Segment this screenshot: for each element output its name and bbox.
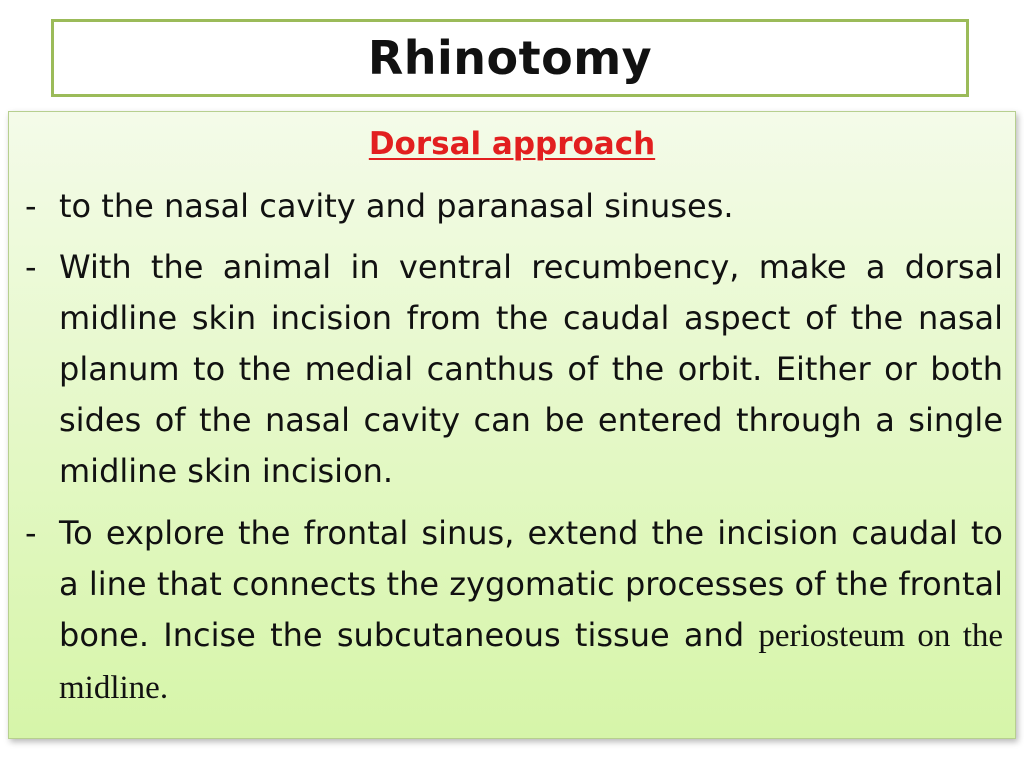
slide-title: Rhinotomy [367,31,653,85]
bullet-item [17,242,1003,497]
bullet-marker: - [25,514,37,552]
bullet-marker: - [25,248,37,286]
bullet-text: to the nasal cavity and paranasal sinuses. [59,187,734,225]
slide-subtitle: Dorsal approach [368,126,656,162]
bullet-item [17,508,1003,714]
bullet-item [17,181,1003,232]
bullet-text: With the animal in ventral recumbency, make a dorsal midline skin incision from the caudal aspect of the nasal planum to the medial canthus of the orbit. Either or both sides of the nasal cavity can be entered through a single midline skin incision. [59,248,1003,490]
bullet-text: To explore the frontal sinus, extend the incision caudal to a line that connects the zygomatic processes of the frontal bone. Incise the subcutaneous tissue and [59,514,1003,654]
bullet-marker: - [25,187,37,225]
bullet-text-tail: periosteum on the midline. [59,618,1004,706]
content-box [8,111,1016,739]
bullet-text-container [59,508,1003,714]
title-box [51,19,969,97]
